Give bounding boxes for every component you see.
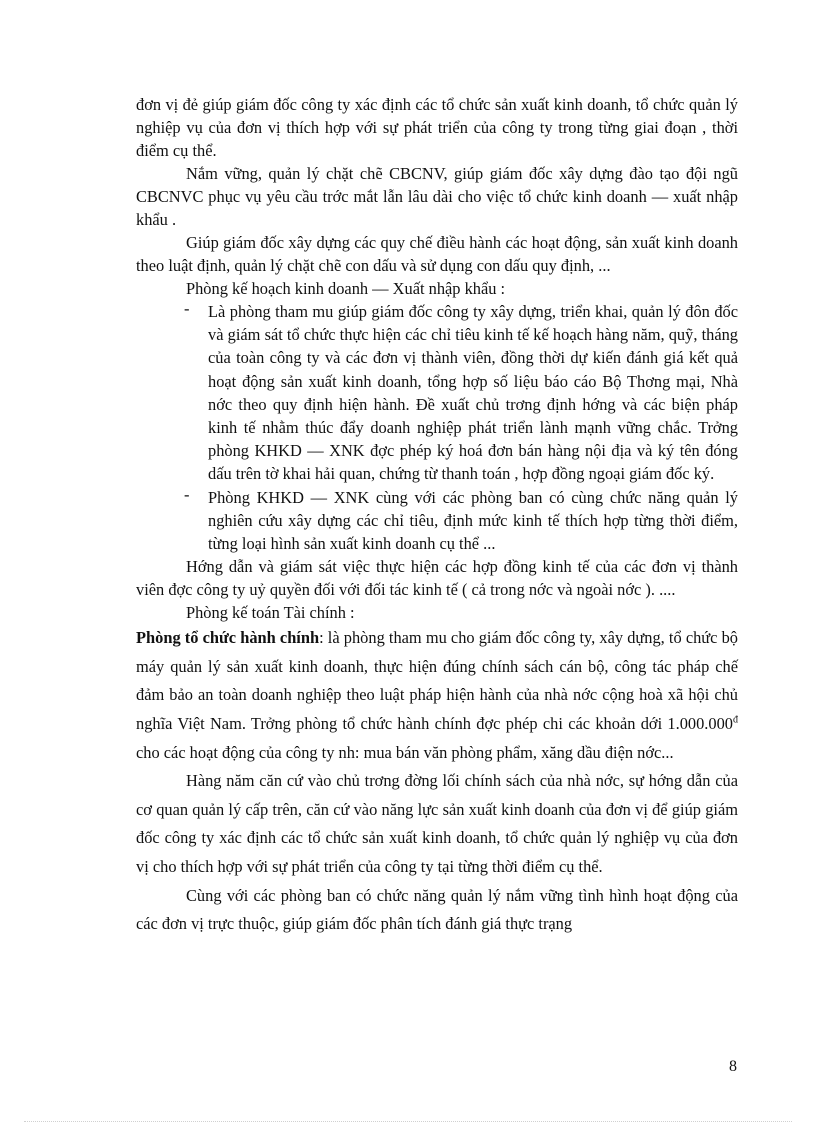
paragraph-heading: Phòng kế toán Tài chính : bbox=[186, 603, 355, 623]
paragraph: Hớng dẫn và giám sát việc thực hiện các hợp đồng kinh tế của các đơn vị thành viên đợc công ty uỷ quyền đối với đối tác kinh tế ( cả trong nớc và ngoài nớc ). .... bbox=[136, 557, 738, 600]
bullet-dash: - bbox=[184, 484, 190, 504]
bold-heading: Phòng tổ chức hành chính bbox=[136, 628, 320, 648]
list-item bbox=[136, 486, 738, 556]
paragraph-heading: Phòng kế hoạch kinh doanh — Xuất nhập khẩu : bbox=[186, 279, 506, 298]
page-bottom-divider bbox=[24, 1121, 792, 1122]
paragraph-text: : là phòng tham mu cho giám đốc công ty, xây dựng, tổ chức bộ máy quản lý sản xuất kinh doanh, thực hiện đúng chính sách cán bộ, công tác pháp chế đảm bảo an toàn doanh nghiệp theo luật pháp hiện hành của nhà nớc cộng hoà xã hội chủ nghĩa Việt Nam. Trởng phòng tổ chức hành chính đợc phép chi các khoản dới 1.000.000 bbox=[136, 628, 738, 734]
paragraph: Hàng năm căn cứ vào chủ trơng đờng lối chính sách của nhà nớc, sự hớng dẫn của cơ quan quản lý cấp trên, căn cứ vào năng lực sản xuất kinh doanh của đơn vị để giúp giám đốc công ty xác định các tổ chức sản xuất kinh doanh, tổ chức quản lý nghiệp vụ của đơn vị cho thích hợp với sự phát triển của công ty tại từng thời điểm cụ thể. bbox=[136, 771, 738, 876]
paragraph: đơn vị đẻ giúp giám đốc công ty xác định các tổ chức sản xuất kinh doanh, tổ chức quản lý nghiệp vụ của đơn vị thích hợp với sự phát triển của công ty trong từng giai đoạn , thời điểm cụ thể. bbox=[136, 95, 738, 160]
list-item bbox=[136, 300, 738, 486]
bullet-list bbox=[136, 300, 738, 555]
paragraph: Cùng với các phòng ban có chức năng quản lý nắm vững tình hình hoạt động của các đơn vị trực thuộc, giúp giám đốc phân tích đánh giá thực trạng bbox=[136, 885, 738, 934]
paragraph: Giúp giám đốc xây dựng các quy chế điều hành các hoạt động, sản xuất kinh doanh theo luật định, quản lý chặt chẽ con dấu và sử dụng con dấu quy định, ... bbox=[136, 233, 738, 275]
section-top bbox=[136, 93, 738, 624]
paragraph: Nắm vững, quản lý chặt chẽ CBCNV, giúp giám đốc xây dựng đào tạo đội ngũ CBCNVC phục vụ yêu cầu trớc mắt lẫn lâu dài cho việc tổ chức kinh doanh — xuất nhập khẩu . bbox=[136, 164, 738, 229]
paragraph-text: cho các hoạt động của công ty nh: mua bán văn phòng phẩm, xăng dầu điện nớc... bbox=[136, 742, 674, 762]
document-body bbox=[136, 93, 738, 939]
list-item-text: Là phòng tham mu giúp giám đốc công ty xây dựng, triển khai, quản lý đôn đốc và giám sát tổ chức thực hiện các chỉ tiêu kinh tế kế hoạch hàng năm, quỹ, tháng của toàn công ty và các đơn vị thành viên, đồng thời dự kiến đánh giá kết quả hoạt động sản xuất kinh doanh, tổng hợp số liệu báo cáo Bộ Thơng mại, Nhà nớc theo quy định hiện hành. Đề xuất chủ trơng định hớng và các biện pháp kinh tế nhằm thúc đẩy doanh nghiệp phát triển lành mạnh vững chắc. Trởng phòng KHKD — XNK đợc phép ký hoá đơn bán hàng nội địa và ký tên đóng dấu trên tờ khai hải quan, chứng từ thanh toán , hợp đồng ngoại giám đốc ký. bbox=[208, 302, 738, 484]
currency-superscript: đ bbox=[733, 714, 738, 726]
page-number: 8 bbox=[729, 1058, 737, 1075]
bullet-dash: - bbox=[184, 299, 190, 318]
section-bottom bbox=[136, 624, 738, 939]
paragraph bbox=[136, 624, 738, 767]
list-item-text: Phòng KHKD — XNK cùng với các phòng ban có cùng chức năng quản lý nghiên cứu xây dựng các chỉ tiêu, định mức kinh tế thích hợp từng thời điểm, từng loại hình sản xuất kinh doanh cụ thể ... bbox=[208, 487, 738, 554]
